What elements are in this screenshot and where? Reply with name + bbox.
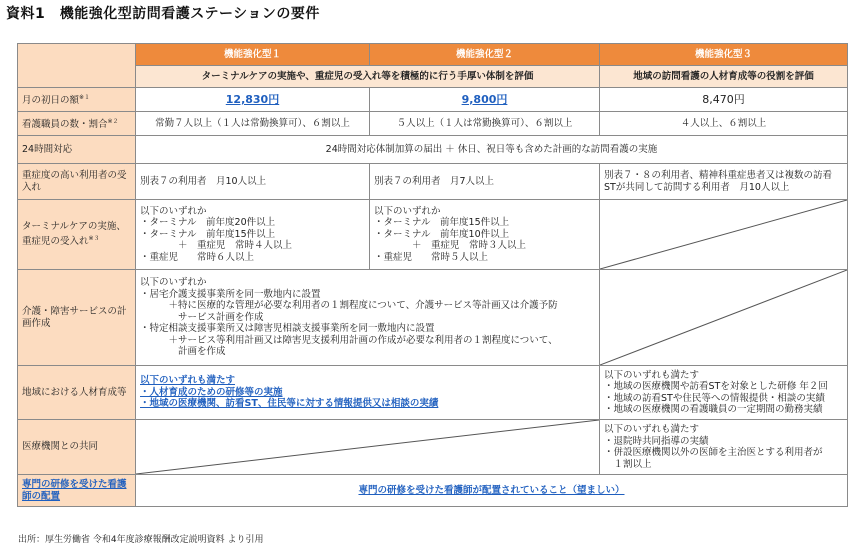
care-label: 介護・障害サービスの計画作成 — [18, 270, 136, 366]
training-link-2[interactable]: ・人材育成のための研修等の実施 — [140, 386, 283, 398]
severe-row — [18, 164, 848, 200]
source-note: 出所：厚生労働省 令和4年度診療報酬改定説明資料 より引用 — [18, 535, 264, 545]
header-row — [18, 44, 848, 66]
requirements-table — [17, 43, 848, 507]
subheader-type12: ターミナルケアの実施や、重症児の受入れ等を積極的に行う手厚い体制を評価 — [136, 66, 600, 88]
care-type3-na — [600, 270, 848, 366]
training-link-1[interactable]: 以下のいずれも満たす — [140, 375, 236, 387]
training-value12[interactable] — [136, 366, 600, 420]
specialist-value[interactable] — [136, 475, 848, 507]
h24-row — [18, 136, 848, 164]
subheader-row — [18, 66, 848, 88]
staff-type3: ４人以上、６割以上 — [600, 112, 848, 136]
document-title: 資料1 機能強化型訪問看護ステーションの要件 — [6, 6, 320, 22]
terminal-type2: 以下のいずれか ・ターミナル 前年度15件以上 ・ターミナル 前年度10件以上 ＋ 重症児 常時３人以上 ・重症児 常時５人以上 — [370, 200, 600, 270]
training-row — [18, 366, 848, 420]
fee-type3: 8,470円 — [600, 88, 848, 112]
diagonal-slash — [136, 420, 599, 474]
fee-type2-link[interactable]: 9,800円 — [461, 92, 508, 106]
severe-type2: 別表７の利用者 月7人以上 — [370, 164, 600, 200]
specialist-link[interactable]: 専門の研修を受けた看護師が配置されていること（望ましい） — [358, 484, 625, 496]
fee-type1-link[interactable]: 12,830円 — [225, 92, 280, 106]
specialist-label[interactable]: 専門の研修を受けた看護師の配置 — [18, 475, 136, 507]
care-row — [18, 270, 848, 366]
fee-type1[interactable] — [136, 88, 370, 112]
severe-label: 重症度の高い利用者の受入れ — [18, 164, 136, 200]
diagonal-slash — [600, 270, 847, 365]
specialist-row — [18, 475, 848, 507]
joint-type12-na — [136, 420, 600, 475]
care-value: 以下のいずれか ・居宅介護支援事業所を同一敷地内に設置 ＋特に医療的な管理が必要な利用者の１割程度について、介護サービス等計画又は介護予防 サービス計画を作成 ・特定相談支援事業所又は障害児相談支援事業所を同一敷地内に設置 ＋サービス等利用計画又は障害児支援利用計画の作成が必要な利用者の１割程度について、 計画を作成 — [136, 270, 600, 366]
joint-label: 医療機関との共同 — [18, 420, 136, 475]
fee-label: 月の初日の額$^{※1}$ — [18, 88, 136, 112]
staff-type1: 常勤７人以上（１人は常勤換算可）、６割以上 — [136, 112, 370, 136]
corner-cell — [18, 44, 136, 88]
fee-row — [18, 88, 848, 112]
severe-type3: 別表７・８の利用者、精神科重症患者又は複数の訪看STが共同して訪問する利用者 月10人以上 — [600, 164, 848, 200]
staff-type2: ５人以上（１人は常勤換算可）、６割以上 — [370, 112, 600, 136]
staff-row — [18, 112, 848, 136]
training-type3: 以下のいずれも満たす ・地域の医療機関や訪看STを対象とした研修 年２回 ・地域の訪看STや住民等への情報提供・相談の実績 ・地域の医療機関の看護職員の一定期間の勤務実績 — [600, 366, 848, 420]
staff-label: 看護職員の数・割合$^{※2}$ — [18, 112, 136, 136]
h24-value: 24時間対応体制加算の届出 ＋ 休日、祝日等も含めた計画的な訪問看護の実施 — [136, 136, 848, 164]
header-type3: 機能強化型３ — [600, 44, 848, 66]
training-link-3[interactable]: ・地域の医療機関、訪看ST、住民等に対する情報提供又は相談の実績 — [140, 398, 439, 410]
severe-type1: 別表７の利用者 月10人以上 — [136, 164, 370, 200]
header-type1: 機能強化型１ — [136, 44, 370, 66]
subheader-type3: 地域の訪問看護の人材育成等の役割を評価 — [600, 66, 848, 88]
terminal-type3-na — [600, 200, 848, 270]
fee-type2[interactable] — [370, 88, 600, 112]
terminal-row — [18, 200, 848, 270]
terminal-label: ターミナルケアの実施、重症児の受入れ$^{※3}$ — [18, 200, 136, 270]
h24-label: 24時間対応 — [18, 136, 136, 164]
joint-row — [18, 420, 848, 475]
terminal-type1: 以下のいずれか ・ターミナル 前年度20件以上 ・ターミナル 前年度15件以上 ＋ 重症児 常時４人以上 ・重症児 常時６人以上 — [136, 200, 370, 270]
training-label: 地域における人材育成等 — [18, 366, 136, 420]
diagonal-slash — [600, 200, 847, 269]
header-type2: 機能強化型２ — [370, 44, 600, 66]
joint-type3: 以下のいずれも満たす ・退院時共同指導の実績 ・併設医療機関以外の医師を主治医とする利用者が １割以上 — [600, 420, 848, 475]
